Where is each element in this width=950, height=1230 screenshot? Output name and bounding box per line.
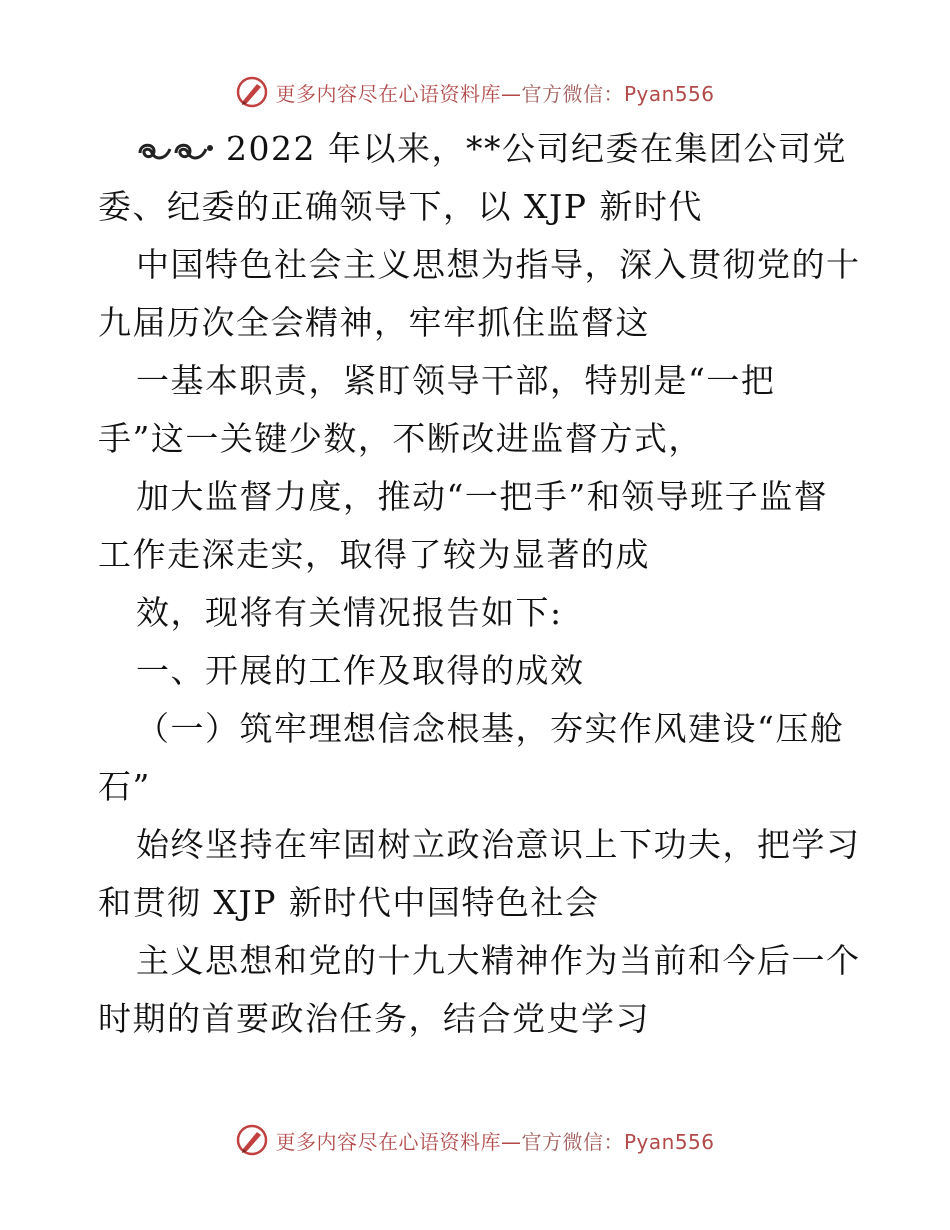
pen-logo-icon xyxy=(235,75,269,109)
paragraph-line: 工作走深走实，取得了较为显著的成 xyxy=(98,535,650,574)
banner-text: 更多内容尽在心语资料库—官方微信：Pyan556 xyxy=(275,81,715,106)
ornament-icon xyxy=(136,139,218,163)
paragraph-line: 主义思想和党的十九大精神作为当前和今后一个 xyxy=(136,941,861,980)
paragraph-line: 一基本职责，紧盯领导干部，特别是“一把 xyxy=(136,361,776,400)
header-banner xyxy=(0,72,950,112)
paragraph-line: 委、纪委的正确领导下，以 XJP 新时代 xyxy=(98,187,703,226)
pen-logo-icon xyxy=(235,1123,269,1157)
banner-text: 更多内容尽在心语资料库—官方微信：Pyan556 xyxy=(275,1129,715,1154)
paragraph-line: 九届历次全会精神，牢牢抓住监督这 xyxy=(98,303,650,342)
paragraph-line: 加大监督力度，推动“一把手”和领导班子监督 xyxy=(136,477,829,516)
section-heading: 一、开展的工作及取得的成效 xyxy=(136,651,585,690)
paragraph-line: 时期的首要政治任务，结合党史学习 xyxy=(98,999,650,1038)
paragraph-line: 中国特色社会主义思想为指导，深入贯彻党的十 xyxy=(136,245,861,284)
paragraph-line: 手”这一关键少数，不断改进监督方式， xyxy=(98,419,703,458)
paragraph-line: 效，现将有关情况报告如下: xyxy=(136,593,563,632)
paragraph-line: 和贯彻 XJP 新时代中国特色社会 xyxy=(98,883,600,922)
subsection-heading-continued: 石” xyxy=(98,767,151,806)
subsection-heading: （一）筑牢理想信念根基，夯实作风建设“压舱 xyxy=(136,709,845,748)
paragraph-line: 始终坚持在牢固树立政治意识上下功夫，把学习 xyxy=(136,825,861,864)
paragraph-line: 2022 年以来，**公司纪委在集团公司党 xyxy=(136,120,847,178)
footer-banner xyxy=(0,1120,950,1160)
